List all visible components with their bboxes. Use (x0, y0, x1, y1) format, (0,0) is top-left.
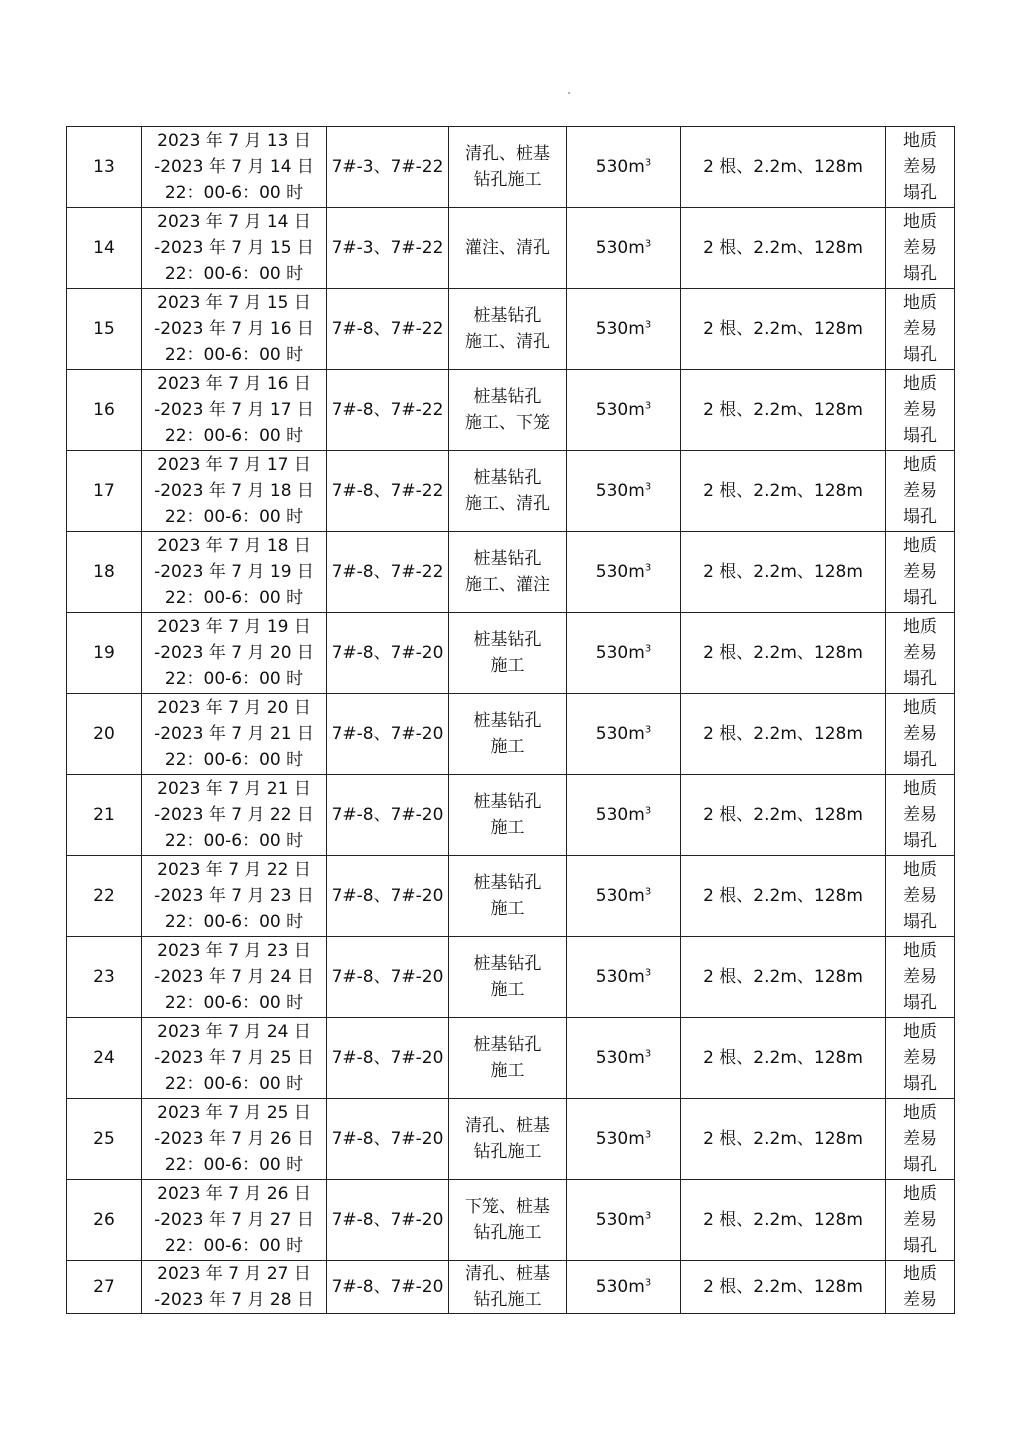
remark-cell-line: 塌孔 (903, 669, 937, 689)
row-number-cell: 20 (67, 694, 142, 775)
remark-cell-line: 地质 (903, 455, 937, 475)
row-number-cell: 27 (67, 1261, 142, 1314)
work-content-cell-line: 桩基钻孔 (473, 792, 542, 812)
volume-unit-exponent: 3 (644, 238, 652, 250)
table-row (67, 127, 955, 208)
work-content-cell-line: 桩基钻孔 (473, 954, 542, 974)
volume-unit-exponent: 3 (644, 724, 652, 736)
volume-cell (567, 856, 681, 937)
volume-unit-exponent: 3 (644, 1210, 652, 1222)
pile-ids-cell: 7#-8、7#-22 (327, 370, 449, 451)
remark-cell-line: 塌孔 (903, 507, 937, 527)
remark-cell-line: 地质 (903, 131, 937, 151)
time-period-cell-line: -2023 年 7 月 28 日 (154, 1290, 314, 1310)
remark-cell-line: 塌孔 (903, 912, 937, 932)
pile-ids-cell: 7#-8、7#-22 (327, 532, 449, 613)
work-content-cell-line: 施工、清孔 (465, 332, 550, 352)
pile-spec-cell: 2 根、2.2m、128m (681, 127, 886, 208)
pile-spec-cell: 2 根、2.2m、128m (681, 370, 886, 451)
volume-value: 530m (595, 238, 645, 258)
time-period-cell-line: -2023 年 7 月 25 日 (154, 1048, 314, 1068)
row-number-cell: 21 (67, 775, 142, 856)
table-row (67, 613, 955, 694)
pile-ids-cell: 7#-3、7#-22 (327, 208, 449, 289)
volume-cell (567, 1180, 681, 1261)
time-period-cell-line: 2023 年 7 月 19 日 (157, 617, 311, 637)
volume-cell (567, 208, 681, 289)
remark-cell-line: 差易 (903, 967, 937, 987)
time-period-cell (142, 127, 327, 208)
time-period-cell (142, 613, 327, 694)
pile-ids-cell: 7#-3、7#-22 (327, 127, 449, 208)
remark-cell-line: 地质 (903, 212, 937, 232)
table-row (67, 856, 955, 937)
pile-spec-cell: 2 根、2.2m、128m (681, 1099, 886, 1180)
time-period-cell-line: 22：00-6：00 时 (164, 1155, 304, 1175)
work-content-cell-line: 清孔、桩基 (465, 1116, 550, 1136)
remark-cell-line: 塌孔 (903, 1155, 937, 1175)
table-row (67, 208, 955, 289)
time-period-cell-line: -2023 年 7 月 23 日 (154, 886, 314, 906)
volume-cell (567, 370, 681, 451)
pile-ids-cell: 7#-8、7#-20 (327, 856, 449, 937)
time-period-cell-line: 22：00-6：00 时 (164, 507, 304, 527)
volume-cell (567, 1099, 681, 1180)
time-period-cell-line: 22：00-6：00 时 (164, 345, 304, 365)
row-number-cell: 24 (67, 1018, 142, 1099)
remark-cell-line: 差易 (903, 319, 937, 339)
time-period-cell-line: 22：00-6：00 时 (164, 750, 304, 770)
time-period-cell (142, 775, 327, 856)
remark-cell-line: 差易 (903, 1210, 937, 1230)
remark-cell (886, 127, 955, 208)
pile-ids-cell: 7#-8、7#-22 (327, 451, 449, 532)
remark-cell-line: 地质 (903, 1184, 937, 1204)
table-row (67, 532, 955, 613)
time-period-cell-line: 2023 年 7 月 25 日 (157, 1103, 311, 1123)
volume-cell (567, 775, 681, 856)
pile-spec-cell: 2 根、2.2m、128m (681, 208, 886, 289)
pile-spec-cell: 2 根、2.2m、128m (681, 451, 886, 532)
pile-ids-cell: 7#-8、7#-20 (327, 1180, 449, 1261)
time-period-cell-line: 2023 年 7 月 24 日 (157, 1022, 311, 1042)
row-number-cell: 17 (67, 451, 142, 532)
work-content-cell-line: 桩基钻孔 (473, 549, 542, 569)
time-period-cell-line: 22：00-6：00 时 (164, 1074, 304, 1094)
volume-value: 530m (595, 967, 645, 987)
work-content-cell-line: 清孔、桩基 (465, 144, 550, 164)
remark-cell (886, 775, 955, 856)
pile-spec-cell: 2 根、2.2m、128m (681, 532, 886, 613)
time-period-cell-line: -2023 年 7 月 26 日 (154, 1129, 314, 1149)
volume-value: 530m (595, 1277, 645, 1297)
time-period-cell-line: -2023 年 7 月 27 日 (154, 1210, 314, 1230)
work-content-cell (449, 775, 567, 856)
remark-cell-line: 地质 (903, 698, 937, 718)
row-number-cell: 26 (67, 1180, 142, 1261)
volume-value: 530m (595, 886, 645, 906)
remark-cell-line: 地质 (903, 1022, 937, 1042)
volume-value: 530m (595, 157, 645, 177)
remark-cell-line: 塌孔 (903, 750, 937, 770)
pile-spec-cell: 2 根、2.2m、128m (681, 1180, 886, 1261)
remark-cell (886, 289, 955, 370)
time-period-cell-line: 2023 年 7 月 17 日 (157, 455, 311, 475)
construction-schedule-table (66, 126, 955, 1314)
volume-value: 530m (595, 1129, 645, 1149)
work-content-cell-line: 桩基钻孔 (473, 306, 542, 326)
work-content-cell (449, 1099, 567, 1180)
work-content-cell-line: 钻孔施工 (473, 1142, 542, 1162)
table-row (67, 1261, 955, 1314)
work-content-cell (449, 1180, 567, 1261)
volume-unit-exponent: 3 (644, 562, 652, 574)
pile-spec-cell: 2 根、2.2m、128m (681, 775, 886, 856)
time-period-cell-line: -2023 年 7 月 19 日 (154, 562, 314, 582)
remark-cell-line: 地质 (903, 536, 937, 556)
work-content-cell-line: 桩基钻孔 (473, 711, 542, 731)
time-period-cell-line: 22：00-6：00 时 (164, 183, 304, 203)
work-content-cell-line: 桩基钻孔 (473, 1035, 542, 1055)
volume-unit-exponent: 3 (644, 1277, 652, 1289)
work-content-cell-line: 施工、灌注 (465, 575, 550, 595)
volume-value: 530m (595, 643, 645, 663)
table-row (67, 289, 955, 370)
remark-cell (886, 370, 955, 451)
remark-cell-line: 差易 (903, 724, 937, 744)
remark-cell (886, 937, 955, 1018)
volume-unit-exponent: 3 (644, 319, 652, 331)
row-number-cell: 13 (67, 127, 142, 208)
volume-value: 530m (595, 400, 645, 420)
remark-cell-line: 塌孔 (903, 426, 937, 446)
remark-cell-line: 地质 (903, 617, 937, 637)
time-period-cell-line: 2023 年 7 月 23 日 (157, 941, 311, 961)
remark-cell-line: 地质 (903, 860, 937, 880)
remark-cell-line: 塌孔 (903, 345, 937, 365)
pile-ids-cell: 7#-8、7#-20 (327, 1018, 449, 1099)
remark-cell (886, 613, 955, 694)
volume-cell (567, 127, 681, 208)
time-period-cell-line: 2023 年 7 月 13 日 (157, 131, 311, 151)
row-number-cell: 25 (67, 1099, 142, 1180)
volume-cell (567, 694, 681, 775)
work-content-cell (449, 613, 567, 694)
remark-cell-line: 塌孔 (903, 1236, 937, 1256)
remark-cell-line: 塌孔 (903, 993, 937, 1013)
time-period-cell-line: 22：00-6：00 时 (164, 831, 304, 851)
work-content-cell-line: 钻孔施工 (473, 170, 542, 190)
remark-cell-line: 地质 (903, 293, 937, 313)
time-period-cell (142, 1018, 327, 1099)
remark-cell (886, 856, 955, 937)
pile-ids-cell: 7#-8、7#-20 (327, 1261, 449, 1314)
row-number-cell: 14 (67, 208, 142, 289)
work-content-cell-line: 施工 (490, 737, 525, 757)
time-period-cell-line: 22：00-6：00 时 (164, 264, 304, 284)
table-row (67, 775, 955, 856)
time-period-cell (142, 1099, 327, 1180)
row-number-cell: 15 (67, 289, 142, 370)
work-content-cell (449, 127, 567, 208)
remark-cell-line: 地质 (903, 1264, 937, 1284)
remark-cell-line: 差易 (903, 805, 937, 825)
work-content-cell (449, 370, 567, 451)
work-content-cell-line: 桩基钻孔 (473, 873, 542, 893)
work-content-cell-line: 施工 (490, 899, 525, 919)
remark-cell-line: 差易 (903, 886, 937, 906)
volume-cell (567, 937, 681, 1018)
time-period-cell-line: -2023 年 7 月 20 日 (154, 643, 314, 663)
remark-cell-line: 差易 (903, 238, 937, 258)
work-content-cell-line: 钻孔施工 (473, 1290, 542, 1310)
time-period-cell-line: -2023 年 7 月 15 日 (154, 238, 314, 258)
time-period-cell-line: 22：00-6：00 时 (164, 426, 304, 446)
work-content-cell-line: 桩基钻孔 (473, 630, 542, 650)
time-period-cell (142, 694, 327, 775)
volume-value: 530m (595, 805, 645, 825)
work-content-cell (449, 1018, 567, 1099)
time-period-cell (142, 937, 327, 1018)
remark-cell-line: 塌孔 (903, 588, 937, 608)
work-content-cell-line: 施工、清孔 (465, 494, 550, 514)
time-period-cell-line: 22：00-6：00 时 (164, 912, 304, 932)
remark-cell (886, 451, 955, 532)
work-content-cell (449, 532, 567, 613)
remark-cell-line: 差易 (903, 1290, 937, 1310)
volume-value: 530m (595, 481, 645, 501)
volume-cell (567, 532, 681, 613)
pile-ids-cell: 7#-8、7#-22 (327, 289, 449, 370)
volume-value: 530m (595, 1210, 645, 1230)
pile-spec-cell: 2 根、2.2m、128m (681, 1018, 886, 1099)
time-period-cell-line: -2023 年 7 月 18 日 (154, 481, 314, 501)
time-period-cell (142, 289, 327, 370)
remark-cell-line: 差易 (903, 157, 937, 177)
row-number-cell: 23 (67, 937, 142, 1018)
time-period-cell-line: 22：00-6：00 时 (164, 669, 304, 689)
work-content-cell (449, 451, 567, 532)
time-period-cell-line: 2023 年 7 月 20 日 (157, 698, 311, 718)
work-content-cell-line: 施工 (490, 818, 525, 838)
time-period-cell (142, 370, 327, 451)
time-period-cell-line: 22：00-6：00 时 (164, 1236, 304, 1256)
remark-cell-line: 地质 (903, 941, 937, 961)
time-period-cell (142, 1261, 327, 1314)
remark-cell-line: 塌孔 (903, 264, 937, 284)
pile-spec-cell: 2 根、2.2m、128m (681, 937, 886, 1018)
volume-value: 530m (595, 562, 645, 582)
table-row (67, 1180, 955, 1261)
volume-value: 530m (595, 319, 645, 339)
work-content-cell-line: 下笼、桩基 (465, 1197, 550, 1217)
volume-unit-exponent: 3 (644, 1048, 652, 1060)
work-content-cell (449, 289, 567, 370)
work-content-cell-line: 施工、下笼 (465, 413, 550, 433)
row-number-cell: 18 (67, 532, 142, 613)
pile-spec-cell: 2 根、2.2m、128m (681, 613, 886, 694)
remark-cell-line: 差易 (903, 1129, 937, 1149)
work-content-cell-line: 桩基钻孔 (473, 387, 542, 407)
pile-ids-cell: 7#-8、7#-20 (327, 1099, 449, 1180)
work-content-cell-line: 施工 (490, 656, 525, 676)
row-number-cell: 16 (67, 370, 142, 451)
row-number-cell: 22 (67, 856, 142, 937)
pile-spec-cell: 2 根、2.2m、128m (681, 1261, 886, 1314)
volume-value: 530m (595, 1048, 645, 1068)
time-period-cell-line: -2023 年 7 月 24 日 (154, 967, 314, 987)
work-content-cell (449, 937, 567, 1018)
remark-cell (886, 694, 955, 775)
pile-ids-cell: 7#-8、7#-20 (327, 937, 449, 1018)
volume-unit-exponent: 3 (644, 886, 652, 898)
work-content-cell-line: 灌注、清孔 (465, 238, 550, 258)
work-content-cell-line: 钻孔施工 (473, 1223, 542, 1243)
time-period-cell (142, 1180, 327, 1261)
work-content-cell (449, 856, 567, 937)
pile-spec-cell: 2 根、2.2m、128m (681, 289, 886, 370)
volume-cell (567, 1018, 681, 1099)
volume-cell (567, 289, 681, 370)
work-content-cell-line: 施工 (490, 980, 525, 1000)
table-row (67, 370, 955, 451)
pile-ids-cell: 7#-8、7#-20 (327, 694, 449, 775)
time-period-cell-line: -2023 年 7 月 16 日 (154, 319, 314, 339)
time-period-cell (142, 451, 327, 532)
pile-spec-cell: 2 根、2.2m、128m (681, 856, 886, 937)
pile-ids-cell: 7#-8、7#-20 (327, 775, 449, 856)
time-period-cell-line: -2023 年 7 月 17 日 (154, 400, 314, 420)
remark-cell-line: 地质 (903, 779, 937, 799)
remark-cell-line: 差易 (903, 481, 937, 501)
time-period-cell-line: -2023 年 7 月 22 日 (154, 805, 314, 825)
row-number-cell: 19 (67, 613, 142, 694)
remark-cell-line: 地质 (903, 374, 937, 394)
pile-ids-cell: 7#-8、7#-20 (327, 613, 449, 694)
remark-cell (886, 1180, 955, 1261)
work-content-cell (449, 208, 567, 289)
time-period-cell (142, 856, 327, 937)
time-period-cell-line: 2023 年 7 月 14 日 (157, 212, 311, 232)
volume-unit-exponent: 3 (644, 805, 652, 817)
pile-spec-cell: 2 根、2.2m、128m (681, 694, 886, 775)
work-content-cell-line: 施工 (490, 1061, 525, 1081)
remark-cell-line: 差易 (903, 1048, 937, 1068)
remark-cell-line: 差易 (903, 643, 937, 663)
time-period-cell-line: 2023 年 7 月 16 日 (157, 374, 311, 394)
time-period-cell-line: 2023 年 7 月 15 日 (157, 293, 311, 313)
volume-cell (567, 1261, 681, 1314)
time-period-cell-line: -2023 年 7 月 14 日 (154, 157, 314, 177)
volume-value: 530m (595, 724, 645, 744)
volume-unit-exponent: 3 (644, 1129, 652, 1141)
time-period-cell-line: 2023 年 7 月 26 日 (157, 1184, 311, 1204)
table-row (67, 694, 955, 775)
remark-cell (886, 532, 955, 613)
table-row (67, 1018, 955, 1099)
time-period-cell-line: 22：00-6：00 时 (164, 588, 304, 608)
volume-cell (567, 451, 681, 532)
table-row (67, 937, 955, 1018)
volume-unit-exponent: 3 (644, 967, 652, 979)
remark-cell (886, 1018, 955, 1099)
scan-speck (568, 92, 570, 94)
time-period-cell-line: 2023 年 7 月 18 日 (157, 536, 311, 556)
volume-unit-exponent: 3 (644, 643, 652, 655)
time-period-cell-line: 22：00-6：00 时 (164, 993, 304, 1013)
work-content-cell (449, 1261, 567, 1314)
time-period-cell-line: -2023 年 7 月 21 日 (154, 724, 314, 744)
time-period-cell-line: 2023 年 7 月 22 日 (157, 860, 311, 880)
remark-cell-line: 塌孔 (903, 183, 937, 203)
table-row (67, 1099, 955, 1180)
remark-cell (886, 1261, 955, 1314)
volume-unit-exponent: 3 (644, 481, 652, 493)
time-period-cell (142, 532, 327, 613)
time-period-cell (142, 208, 327, 289)
time-period-cell-line: 2023 年 7 月 21 日 (157, 779, 311, 799)
table-row (67, 451, 955, 532)
work-content-cell (449, 694, 567, 775)
volume-cell (567, 613, 681, 694)
remark-cell (886, 208, 955, 289)
remark-cell-line: 差易 (903, 400, 937, 420)
remark-cell (886, 1099, 955, 1180)
time-period-cell-line: 2023 年 7 月 27 日 (157, 1264, 311, 1284)
remark-cell-line: 塌孔 (903, 1074, 937, 1094)
work-content-cell-line: 清孔、桩基 (465, 1264, 550, 1284)
remark-cell-line: 地质 (903, 1103, 937, 1123)
table-body (67, 127, 955, 1314)
work-content-cell-line: 桩基钻孔 (473, 468, 542, 488)
volume-unit-exponent: 3 (644, 157, 652, 169)
volume-unit-exponent: 3 (644, 400, 652, 412)
remark-cell-line: 塌孔 (903, 831, 937, 851)
remark-cell-line: 差易 (903, 562, 937, 582)
